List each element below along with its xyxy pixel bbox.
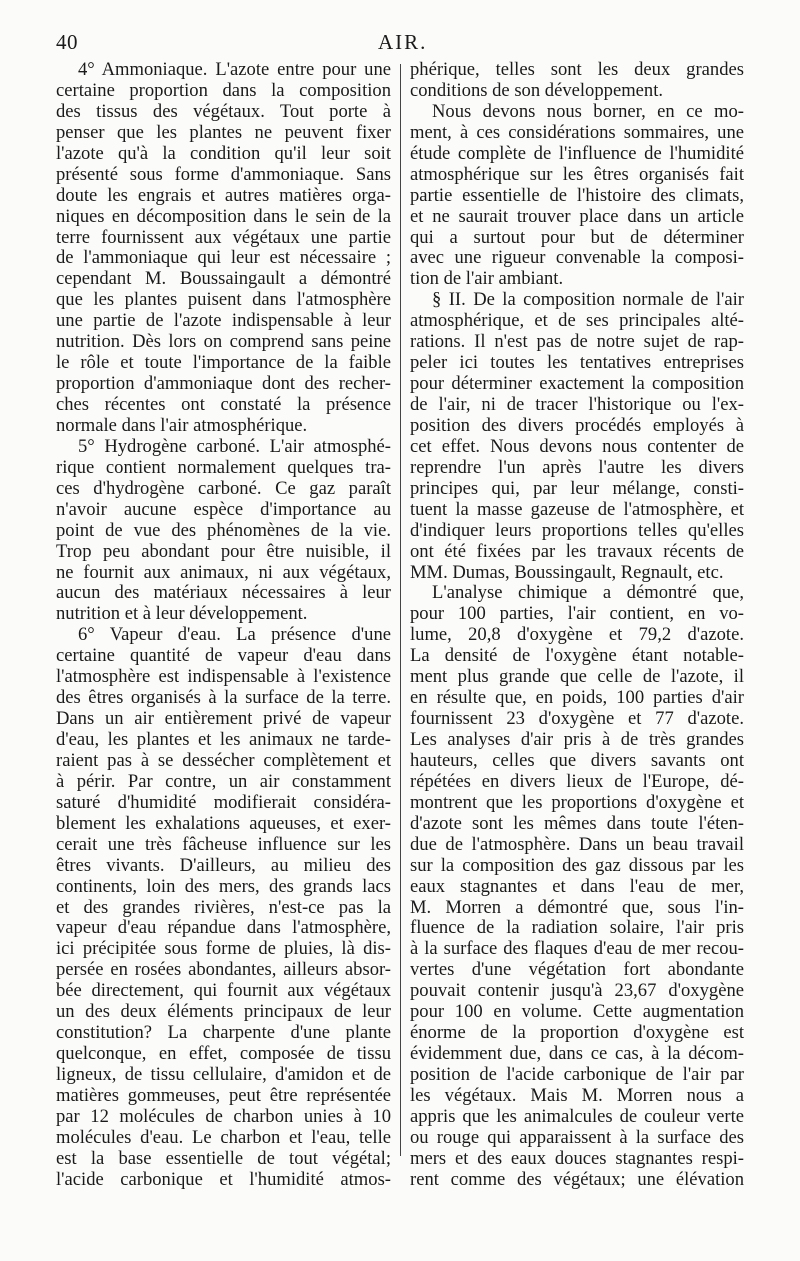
text-line: des êtres organisés à la surface de la terre. <box>56 688 391 709</box>
text-line: due de l'atmosphère. Dans un beau travail <box>410 834 744 855</box>
text-line: ici précipitée sous forme de pluies, là dis- <box>56 939 391 960</box>
text-line: principes qui, par leur mélange, consti- <box>410 478 744 499</box>
text-line: pour 100 en volume. Cette augmentation <box>410 1002 744 1023</box>
text-line: l'azote qu'à la condition qu'il leur soit <box>56 143 391 164</box>
text-line: niques en décomposition dans le sein de la <box>56 206 391 227</box>
text-line: persée en rosées abondantes, ailleurs absor- <box>56 960 391 981</box>
text-line: ches récentes ont constaté la présence <box>56 395 391 415</box>
text-line: terre fournissent aux végétaux une partie <box>56 227 391 248</box>
text-line: pour déterminer exactement la composition <box>410 374 744 395</box>
text-line: l'atmosphère est indispensable à l'existence <box>56 667 391 688</box>
text-line: atmosphérique sur les êtres organisés fait <box>410 164 744 185</box>
text-line: de l'ammoniaque qui leur est nécessaire ; <box>56 248 391 269</box>
text-line: nutrition et à leur développement. <box>56 604 308 625</box>
text-line: ces d'hydrogène carboné. Ce gaz paraît <box>56 478 391 499</box>
running-head <box>56 30 770 58</box>
text-line: le rôle et toute l'importance de la faible <box>56 353 391 374</box>
text-line: une partie de l'azote indispensable à leur <box>56 311 391 332</box>
text-line: 5° Hydrogène carboné. L'air atmosphé- <box>78 436 391 457</box>
text-line: d'eau, les plantes et les animaux ne tarde- <box>56 730 391 750</box>
text-line: nutrition. Dès lors on comprend sans peine <box>56 332 391 353</box>
text-line: aucun des matériaux nécessaires à leur <box>56 583 391 604</box>
text-line: avec une rigueur convenable la composi- <box>410 248 744 269</box>
text-line: M. Morren a démontré que, sous l'in- <box>410 897 744 918</box>
text-line: ont été fixées par les travaux récents de <box>410 541 744 562</box>
column-divider <box>400 64 401 1156</box>
text-line: position de l'acide carbonique de l'air par <box>410 1065 744 1085</box>
text-line: rent comme des végétaux; une élévation <box>410 1169 744 1190</box>
text-line: blement les exhalations aqueuses, et exer- <box>56 813 391 834</box>
text-line: partie essentielle de l'histoire des climats, <box>410 185 744 206</box>
text-line: fournissent 23 d'oxygène et 77 d'azote. <box>410 709 744 730</box>
text-line: point de vue des phénomènes de la vie. <box>56 520 391 541</box>
text-line: des tissus des végétaux. Tout porte à <box>56 101 391 122</box>
text-line: position des divers procédés employés à <box>410 415 744 436</box>
text-line: pouvait contenir jusqu'à 23,67 d'oxygène <box>410 981 744 1002</box>
text-line: 6° Vapeur d'eau. La présence d'une <box>78 625 391 646</box>
text-line: que les plantes puisent dans l'atmosphère <box>56 290 391 311</box>
text-line: répétées en divers lieux de l'Europe, dé- <box>410 771 744 792</box>
text-line: ment, à ces considérations sommaires, une <box>410 122 744 143</box>
text-line: proportion d'ammoniaque dont des recher- <box>56 374 391 395</box>
text-line: Les analyses d'air pris à de très grandes <box>410 730 744 750</box>
text-line: d'indiquer leurs proportions telles qu'elles <box>410 520 744 541</box>
text-line: les végétaux. Mais M. Morren nous a <box>410 1085 744 1106</box>
text-line: par 12 molécules de charbon unies à 10 <box>56 1106 391 1127</box>
text-line: bée directement, qui fournit aux végétaux <box>56 981 391 1002</box>
running-title: AIR. <box>378 30 428 54</box>
text-line: pour 100 parties, l'air contient, en vo- <box>410 604 744 625</box>
text-line: saturé d'humidité modifierait considéra- <box>56 792 391 813</box>
text-line: hauteurs, celles que divers savants ont <box>410 750 744 771</box>
text-line: montrent que les proportions d'oxygène et <box>410 792 744 813</box>
text-line: rique contient normalement quelques tra- <box>56 457 391 478</box>
text-line: et des grandes rivières, n'est-ce pas la <box>56 897 391 918</box>
text-line: ne fournit aux animaux, ni aux végétaux, <box>56 562 391 583</box>
text-line: vapeur d'eau répandue dans l'atmosphère, <box>56 918 391 939</box>
text-line: normale dans l'air atmosphérique. <box>56 415 308 436</box>
text-line: étude complète de l'influence de l'humidité <box>410 143 744 164</box>
text-line: Trop peu abondant pour être nuisible, il <box>56 541 391 562</box>
text-line: phérique, telles sont les deux grandes <box>410 60 744 80</box>
text-line: à la surface des flaques d'eau de mer recou- <box>410 939 744 960</box>
text-line: ou rouge qui apparaissent à la surface des <box>410 1127 744 1148</box>
text-line: est la base essentielle de tout végétal; <box>56 1148 391 1169</box>
text-line: et ne saurait trouver place dans un article <box>410 206 744 227</box>
text-line: rations. Il n'est pas de notre sujet de rap- <box>410 332 744 353</box>
text-line: appris que les animalcules de couleur verte <box>410 1106 744 1127</box>
text-line: d'azote sont les mêmes dans toute l'éten- <box>410 813 744 834</box>
text-line: cet effet. Nous devons nous contenter de <box>410 436 744 457</box>
text-line: évidemment due, dans ce cas, à la décom- <box>410 1044 744 1065</box>
text-line: mers et des eaux douces stagnantes respi- <box>410 1148 744 1169</box>
text-line: êtres vivants. D'ailleurs, au milieu des <box>56 855 391 876</box>
text-line: fluence de la radiation solaire, l'air pris <box>410 918 744 939</box>
text-line: cerait une très fâcheuse influence sur les <box>56 834 391 855</box>
text-line: reprendre l'un après l'autre les divers <box>410 457 744 478</box>
text-line: vertes d'une végétation fort abondante <box>410 960 744 981</box>
text-line: Dans un air entièrement privé de vapeur <box>56 709 391 730</box>
text-line: présenté sous forme d'ammoniaque. Sans <box>56 164 391 185</box>
text-line: tuent la masse gazeuse de l'atmosphère, et <box>410 499 744 520</box>
text-line: en résulte que, en poids, 100 parties d'air <box>410 688 744 709</box>
text-line: eaux stagnantes et dans l'eau de mer, <box>410 876 744 897</box>
text-line: n'avoir aucune espèce d'importance au <box>56 499 391 520</box>
text-line: raient pas à se dessécher complètement et <box>56 750 391 771</box>
text-line: quelconque, en effet, composée de tissu <box>56 1044 391 1065</box>
text-line: à périr. Par contre, un air constamment <box>56 771 391 792</box>
text-line: ligneux, de tissu cellulaire, d'amidon et de <box>56 1065 391 1085</box>
text-line: continents, loin des mers, des grands lacs <box>56 876 391 897</box>
text-line: L'analyse chimique a démontré que, <box>432 583 744 604</box>
text-line: constitution? La charpente d'une plante <box>56 1023 391 1044</box>
text-line: MM. Dumas, Boussingault, Regnault, etc. <box>410 562 724 583</box>
text-line: penser que les plantes ne peuvent fixer <box>56 122 391 143</box>
left-column <box>56 60 391 1191</box>
text-line: certaine proportion dans la composition <box>56 80 391 101</box>
text-line: peler ici toutes les tentatives entreprises <box>410 353 744 374</box>
text-line: molécules d'eau. Le charbon et l'eau, telle <box>56 1127 391 1148</box>
text-line: certaine quantité de vapeur d'eau dans <box>56 646 391 667</box>
text-line: § II. De la composition normale de l'air <box>432 290 744 311</box>
page-number: 40 <box>56 30 78 54</box>
text-line: matières gommeuses, peut être représentée <box>56 1085 391 1106</box>
text-line: conditions de son développement. <box>410 80 664 101</box>
text-line: un des deux éléments principaux de leur <box>56 1002 391 1023</box>
text-line: sur la composition des gaz dissous par les <box>410 855 744 876</box>
text-line: atmosphérique, et de ses principales alté- <box>410 311 744 332</box>
text-line: 4° Ammoniaque. L'azote entre pour une <box>78 60 391 80</box>
text-line: lume, 20,8 d'oxygène et 79,2 d'azote. <box>410 625 744 646</box>
text-line: énorme de la proportion d'oxygène est <box>410 1023 744 1044</box>
text-line: La densité de l'oxygène étant notable- <box>410 646 744 667</box>
text-line: de l'air, ni de tracer l'historique ou l'ex- <box>410 395 744 415</box>
text-line: l'acide carbonique et l'humidité atmos- <box>56 1169 391 1190</box>
text-line: doute les engrais et autres matières orga- <box>56 185 391 206</box>
text-line: cependant M. Boussaingault a démontré <box>56 269 391 290</box>
right-column <box>410 60 744 1191</box>
text-line: ment plus grande que celle de l'azote, il <box>410 667 744 688</box>
text-line: tion de l'air ambiant. <box>410 269 564 290</box>
text-line: qui a surtout pour but de déterminer <box>410 227 744 248</box>
text-line: Nous devons nous borner, en ce mo- <box>432 101 744 122</box>
